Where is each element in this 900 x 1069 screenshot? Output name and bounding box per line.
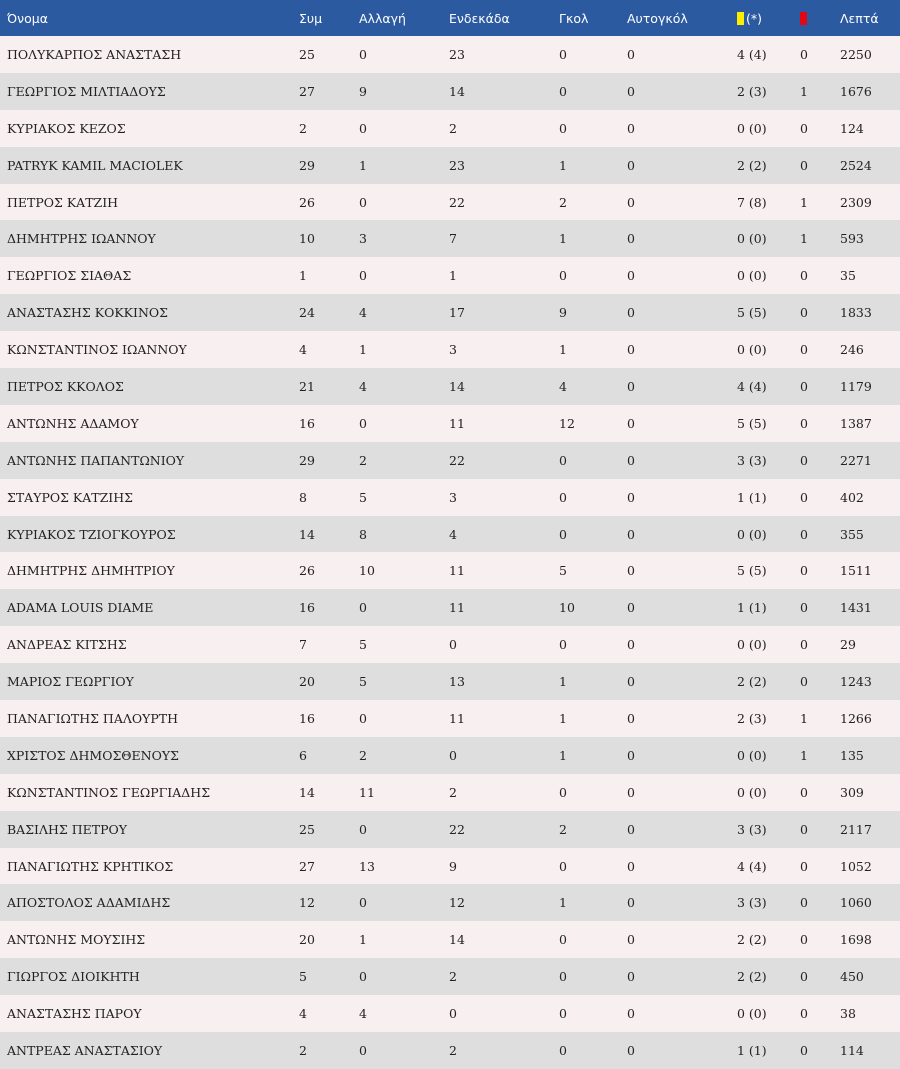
starting-cell: 22 [449, 821, 465, 837]
yellow-cards-cell: 0 (0) [737, 747, 767, 763]
starting-cell: 0 [449, 1006, 457, 1022]
own-goals-cell: 0 [627, 600, 635, 616]
appearances-cell: 20 [299, 674, 315, 690]
starting-cell: 11 [449, 415, 465, 431]
yellow-cards-cell: 3 (3) [737, 452, 767, 468]
starting-cell: 12 [449, 895, 465, 911]
yellow-cards-cell: 0 (0) [737, 120, 767, 136]
table-row [0, 589, 900, 626]
own-goals-cell: 0 [627, 157, 635, 173]
own-goals-cell: 0 [627, 784, 635, 800]
appearances-cell: 2 [299, 120, 307, 136]
starting-cell: 2 [449, 969, 457, 985]
substitutions-cell: 0 [359, 120, 367, 136]
yellow-cards-cell: 1 (1) [737, 600, 767, 616]
starting-cell: 23 [449, 46, 465, 62]
player-name: ΠΕΤΡΟΣ ΚΚΟΛΟΣ [7, 378, 124, 394]
yellow-cards-cell: 0 (0) [737, 1006, 767, 1022]
substitutions-cell: 0 [359, 821, 367, 837]
player-name: ΚΩΝΣΤΑΝΤΙΝΟΣ ΓΕΩΡΓΙΑΔΗΣ [7, 784, 211, 800]
yellow-cards-cell: 0 (0) [737, 231, 767, 247]
own-goals-cell: 0 [627, 932, 635, 948]
yellow-cards-cell: 1 (1) [737, 489, 767, 505]
table-row [0, 368, 900, 405]
player-name: ΜΑΡΙΟΣ ΓΕΩΡΓΙΟΥ [7, 674, 134, 690]
starting-cell: 14 [449, 378, 465, 394]
red-cards-cell: 0 [800, 378, 808, 394]
yellow-cards-cell: 3 (3) [737, 821, 767, 837]
red-cards-cell: 0 [800, 821, 808, 837]
table-header [0, 0, 900, 36]
minutes-cell: 1179 [840, 378, 872, 394]
goals-cell: 1 [559, 231, 567, 247]
substitutions-cell: 4 [359, 1006, 367, 1022]
player-name: ΚΥΡΙΑΚΟΣ ΚΕΖΟΣ [7, 120, 126, 136]
appearances-cell: 12 [299, 895, 315, 911]
red-cards-cell: 0 [800, 157, 808, 173]
header-row [0, 0, 900, 36]
red-cards-cell: 0 [800, 637, 808, 653]
red-cards-cell: 1 [800, 231, 808, 247]
goals-cell: 0 [559, 83, 567, 99]
appearances-cell: 16 [299, 710, 315, 726]
own-goals-cell: 0 [627, 526, 635, 542]
own-goals-cell: 0 [627, 452, 635, 468]
substitutions-cell: 0 [359, 600, 367, 616]
table-row [0, 626, 900, 663]
goals-cell: 1 [559, 157, 567, 173]
own-goals-cell: 0 [627, 305, 635, 321]
substitutions-cell: 2 [359, 452, 367, 468]
starting-cell: 1 [449, 268, 457, 284]
appearances-cell: 29 [299, 157, 315, 173]
goals-cell: 2 [559, 821, 567, 837]
player-name: PATRYK KAMIL MACIOLEK [7, 157, 183, 173]
own-goals-cell: 0 [627, 858, 635, 874]
appearances-cell: 25 [299, 46, 315, 62]
red-cards-cell: 0 [800, 305, 808, 321]
starting-cell: 11 [449, 600, 465, 616]
red-cards-cell: 0 [800, 46, 808, 62]
appearances-cell: 14 [299, 526, 315, 542]
red-cards-cell: 0 [800, 415, 808, 431]
goals-cell: 0 [559, 452, 567, 468]
goals-cell: 4 [559, 378, 567, 394]
minutes-cell: 355 [840, 526, 864, 542]
red-cards-cell: 1 [800, 83, 808, 99]
starting-cell: 2 [449, 1042, 457, 1058]
substitutions-cell: 1 [359, 932, 367, 948]
own-goals-cell: 0 [627, 231, 635, 247]
substitutions-cell: 3 [359, 231, 367, 247]
minutes-cell: 1243 [840, 674, 872, 690]
own-goals-cell: 0 [627, 268, 635, 284]
goals-cell: 0 [559, 526, 567, 542]
starting-cell: 11 [449, 563, 465, 579]
starting-cell: 4 [449, 526, 457, 542]
table-row [0, 294, 900, 331]
table-body [0, 36, 900, 1069]
starting-cell: 22 [449, 194, 465, 210]
appearances-cell: 25 [299, 821, 315, 837]
goals-cell: 0 [559, 120, 567, 136]
table-row [0, 257, 900, 294]
appearances-cell: 5 [299, 969, 307, 985]
header-red-cards[interactable] [800, 0, 840, 36]
player-name: ΑΝΑΣΤΑΣΗΣ ΚΟΚΚΙΝΟΣ [7, 305, 168, 321]
table-row [0, 848, 900, 885]
minutes-cell: 2250 [840, 46, 872, 62]
yellow-cards-cell: 5 (5) [737, 563, 767, 579]
player-name: ΑΝΔΡΕΑΣ ΚΙΤΣΗΣ [7, 637, 127, 653]
header-name[interactable]: Όνομα [7, 10, 48, 26]
goals-cell: 0 [559, 969, 567, 985]
starting-cell: 0 [449, 637, 457, 653]
minutes-cell: 1052 [840, 858, 872, 874]
own-goals-cell: 0 [627, 342, 635, 358]
table-row [0, 331, 900, 368]
player-name: ΠΟΛΥΚΑΡΠΟΣ ΑΝΑΣΤΑΣΗ [7, 46, 182, 62]
goals-cell: 1 [559, 710, 567, 726]
player-name: ΒΑΣΙΛΗΣ ΠΕΤΡΟΥ [7, 821, 128, 837]
substitutions-cell: 0 [359, 1042, 367, 1058]
yellow-cards-cell: 0 (0) [737, 268, 767, 284]
minutes-cell: 1387 [840, 415, 872, 431]
table-row [0, 147, 900, 184]
appearances-cell: 4 [299, 342, 307, 358]
own-goals-cell: 0 [627, 674, 635, 690]
table-row [0, 663, 900, 700]
own-goals-cell: 0 [627, 747, 635, 763]
table-row [0, 442, 900, 479]
red-cards-cell: 1 [800, 194, 808, 210]
own-goals-cell: 0 [627, 194, 635, 210]
minutes-cell: 2271 [840, 452, 872, 468]
substitutions-cell: 0 [359, 969, 367, 985]
substitutions-cell: 0 [359, 46, 367, 62]
red-cards-cell: 0 [800, 784, 808, 800]
yellow-cards-cell: 3 (3) [737, 895, 767, 911]
red-cards-cell: 0 [800, 489, 808, 505]
minutes-cell: 1266 [840, 710, 872, 726]
red-cards-cell: 0 [800, 563, 808, 579]
minutes-cell: 1698 [840, 932, 872, 948]
player-name: ADAMA LOUIS DIAME [7, 600, 154, 616]
substitutions-cell: 1 [359, 157, 367, 173]
yellow-cards-cell: 2 (2) [737, 674, 767, 690]
table-row [0, 700, 900, 737]
goals-cell: 9 [559, 305, 567, 321]
yellow-card-icon [737, 12, 744, 25]
red-cards-cell: 0 [800, 1006, 808, 1022]
appearances-cell: 4 [299, 1006, 307, 1022]
table-row [0, 774, 900, 811]
own-goals-cell: 0 [627, 821, 635, 837]
starting-cell: 14 [449, 932, 465, 948]
minutes-cell: 35 [840, 268, 856, 284]
yellow-cards-cell: 0 (0) [737, 637, 767, 653]
header-own-goals[interactable]: Αυτογκόλ [627, 10, 688, 26]
own-goals-cell: 0 [627, 489, 635, 505]
yellow-cards-label: (*) [746, 10, 763, 26]
player-name: ΔΗΜΗΤΡΗΣ ΔΗΜΗΤΡΙΟΥ [7, 563, 175, 579]
own-goals-cell: 0 [627, 415, 635, 431]
appearances-cell: 16 [299, 600, 315, 616]
appearances-cell: 10 [299, 231, 315, 247]
starting-cell: 22 [449, 452, 465, 468]
red-cards-cell: 0 [800, 674, 808, 690]
appearances-cell: 2 [299, 1042, 307, 1058]
minutes-cell: 38 [840, 1006, 856, 1022]
goals-cell: 0 [559, 932, 567, 948]
goals-cell: 0 [559, 1006, 567, 1022]
table-row [0, 1032, 900, 1069]
player-name: ΚΩΝΣΤΑΝΤΙΝΟΣ ΙΩΑΝΝΟΥ [7, 342, 187, 358]
own-goals-cell: 0 [627, 1042, 635, 1058]
starting-cell: 0 [449, 747, 457, 763]
substitutions-cell: 11 [359, 784, 375, 800]
red-cards-cell: 0 [800, 268, 808, 284]
player-name: ΓΙΩΡΓΟΣ ΔΙΟΙΚΗΤΗ [7, 969, 140, 985]
substitutions-cell: 0 [359, 268, 367, 284]
yellow-cards-cell: 2 (3) [737, 710, 767, 726]
player-name: ΚΥΡΙΑΚΟΣ ΤΖΙΟΓΚΟΥΡΟΣ [7, 526, 176, 542]
table-row [0, 995, 900, 1032]
own-goals-cell: 0 [627, 1006, 635, 1022]
player-name: ΑΝΤΩΝΗΣ ΠΑΠΑΝΤΩΝΙΟΥ [7, 452, 185, 468]
table-row [0, 884, 900, 921]
header-minutes[interactable]: Λεπτά [840, 10, 879, 26]
minutes-cell: 593 [840, 231, 864, 247]
appearances-cell: 16 [299, 415, 315, 431]
starting-cell: 9 [449, 858, 457, 874]
own-goals-cell: 0 [627, 563, 635, 579]
player-name: ΑΝΤΡΕΑΣ ΑΝΑΣΤΑΣΙΟΥ [7, 1042, 163, 1058]
yellow-cards-cell: 1 (1) [737, 1042, 767, 1058]
substitutions-cell: 2 [359, 747, 367, 763]
substitutions-cell: 0 [359, 194, 367, 210]
header-yellow-cards[interactable] [737, 0, 800, 36]
substitutions-cell: 0 [359, 895, 367, 911]
minutes-cell: 1676 [840, 83, 872, 99]
red-cards-cell: 0 [800, 932, 808, 948]
goals-cell: 0 [559, 1042, 567, 1058]
minutes-cell: 402 [840, 489, 864, 505]
header-substitutions[interactable]: Αλλαγή [359, 10, 406, 26]
table-row [0, 479, 900, 516]
starting-cell: 7 [449, 231, 457, 247]
table-row [0, 811, 900, 848]
own-goals-cell: 0 [627, 710, 635, 726]
minutes-cell: 246 [840, 342, 864, 358]
red-cards-cell: 0 [800, 600, 808, 616]
minutes-cell: 1511 [840, 563, 872, 579]
player-name: ΓΕΩΡΓΙΟΣ ΜΙΛΤΙΑΔΟΥΣ [7, 83, 166, 99]
substitutions-cell: 4 [359, 305, 367, 321]
minutes-cell: 29 [840, 637, 856, 653]
table-row [0, 921, 900, 958]
yellow-cards-cell: 7 (8) [737, 194, 767, 210]
substitutions-cell: 4 [359, 378, 367, 394]
yellow-cards-cell: 5 (5) [737, 305, 767, 321]
appearances-cell: 14 [299, 784, 315, 800]
goals-cell: 5 [559, 563, 567, 579]
header-starting[interactable]: Ενδεκάδα [449, 10, 510, 26]
starting-cell: 2 [449, 120, 457, 136]
substitutions-cell: 5 [359, 674, 367, 690]
yellow-cards-cell: 0 (0) [737, 342, 767, 358]
goals-cell: 1 [559, 895, 567, 911]
appearances-cell: 26 [299, 563, 315, 579]
minutes-cell: 1431 [840, 600, 872, 616]
substitutions-cell: 9 [359, 83, 367, 99]
substitutions-cell: 5 [359, 637, 367, 653]
yellow-cards-cell: 2 (2) [737, 932, 767, 948]
player-name: ΑΠΟΣΤΟΛΟΣ ΑΔΑΜΙΔΗΣ [7, 895, 171, 911]
starting-cell: 17 [449, 305, 465, 321]
player-name: ΔΗΜΗΤΡΗΣ ΙΩΑΝΝΟΥ [7, 231, 156, 247]
appearances-cell: 7 [299, 637, 307, 653]
starting-cell: 2 [449, 784, 457, 800]
player-name: ΓΕΩΡΓΙΟΣ ΣΙΑΘΑΣ [7, 268, 132, 284]
red-card-icon [800, 12, 807, 25]
appearances-cell: 1 [299, 268, 307, 284]
red-cards-cell: 0 [800, 895, 808, 911]
minutes-cell: 2117 [840, 821, 872, 837]
goals-cell: 1 [559, 747, 567, 763]
own-goals-cell: 0 [627, 969, 635, 985]
goals-cell: 0 [559, 637, 567, 653]
substitutions-cell: 0 [359, 415, 367, 431]
substitutions-cell: 13 [359, 858, 375, 874]
appearances-cell: 27 [299, 858, 315, 874]
starting-cell: 23 [449, 157, 465, 173]
header-goals[interactable]: Γκολ [559, 10, 589, 26]
table-row [0, 220, 900, 257]
yellow-cards-cell: 0 (0) [737, 784, 767, 800]
player-name: ΣΤΑΥΡΟΣ ΚΑΤΖΙΗΣ [7, 489, 133, 505]
minutes-cell: 450 [840, 969, 864, 985]
yellow-cards-cell: 2 (2) [737, 157, 767, 173]
goals-cell: 0 [559, 784, 567, 800]
appearances-cell: 21 [299, 378, 315, 394]
red-cards-cell: 0 [800, 120, 808, 136]
minutes-cell: 2309 [840, 194, 872, 210]
own-goals-cell: 0 [627, 637, 635, 653]
own-goals-cell: 0 [627, 46, 635, 62]
goals-cell: 0 [559, 46, 567, 62]
substitutions-cell: 5 [359, 489, 367, 505]
goals-cell: 12 [559, 415, 575, 431]
player-name: ΑΝΑΣΤΑΣΗΣ ΠΑΡΟΥ [7, 1006, 142, 1022]
red-cards-cell: 0 [800, 526, 808, 542]
yellow-cards-cell: 4 (4) [737, 378, 767, 394]
appearances-cell: 20 [299, 932, 315, 948]
starting-cell: 3 [449, 342, 457, 358]
substitutions-cell: 0 [359, 710, 367, 726]
yellow-cards-cell: 0 (0) [737, 526, 767, 542]
yellow-cards-cell: 4 (4) [737, 858, 767, 874]
goals-cell: 1 [559, 674, 567, 690]
table-row [0, 552, 900, 589]
appearances-cell: 26 [299, 194, 315, 210]
starting-cell: 11 [449, 710, 465, 726]
appearances-cell: 6 [299, 747, 307, 763]
player-name: ΑΝΤΩΝΗΣ ΑΔΑΜΟΥ [7, 415, 139, 431]
appearances-cell: 8 [299, 489, 307, 505]
goals-cell: 2 [559, 194, 567, 210]
minutes-cell: 1833 [840, 305, 872, 321]
red-cards-cell: 1 [800, 710, 808, 726]
appearances-cell: 29 [299, 452, 315, 468]
player-name: ΠΑΝΑΓΙΩΤΗΣ ΠΑΛΟΥΡΤΗ [7, 710, 179, 726]
own-goals-cell: 0 [627, 378, 635, 394]
player-name: ΠΕΤΡΟΣ ΚΑΤΖΙΗ [7, 194, 119, 210]
substitutions-cell: 10 [359, 563, 375, 579]
table-row [0, 737, 900, 774]
red-cards-cell: 0 [800, 342, 808, 358]
table-row [0, 110, 900, 147]
red-cards-cell: 1 [800, 747, 808, 763]
red-cards-cell: 0 [800, 858, 808, 874]
own-goals-cell: 0 [627, 83, 635, 99]
table-row [0, 73, 900, 110]
yellow-cards-cell: 2 (3) [737, 83, 767, 99]
yellow-cards-cell: 5 (5) [737, 415, 767, 431]
goals-cell: 0 [559, 858, 567, 874]
appearances-cell: 24 [299, 305, 315, 321]
player-name: ΑΝΤΩΝΗΣ ΜΟΥΣΙΗΣ [7, 932, 146, 948]
starting-cell: 13 [449, 674, 465, 690]
table-row [0, 405, 900, 442]
appearances-cell: 27 [299, 83, 315, 99]
minutes-cell: 309 [840, 784, 864, 800]
table-row [0, 958, 900, 995]
yellow-cards-cell: 2 (2) [737, 969, 767, 985]
red-cards-cell: 0 [800, 969, 808, 985]
yellow-cards-cell: 4 (4) [737, 46, 767, 62]
goals-cell: 1 [559, 342, 567, 358]
header-appearances[interactable]: Συμ [299, 10, 323, 26]
goals-cell: 0 [559, 489, 567, 505]
minutes-cell: 2524 [840, 157, 872, 173]
table-row [0, 36, 900, 73]
table-row [0, 184, 900, 221]
table-row [0, 516, 900, 553]
minutes-cell: 1060 [840, 895, 872, 911]
substitutions-cell: 1 [359, 342, 367, 358]
goals-cell: 10 [559, 600, 575, 616]
own-goals-cell: 0 [627, 895, 635, 911]
starting-cell: 3 [449, 489, 457, 505]
substitutions-cell: 8 [359, 526, 367, 542]
player-name: ΧΡΙΣΤΟΣ ΔΗΜΟΣΘΕΝΟΥΣ [7, 747, 179, 763]
red-cards-cell: 0 [800, 452, 808, 468]
minutes-cell: 114 [840, 1042, 864, 1058]
player-name: ΠΑΝΑΓΙΩΤΗΣ ΚΡΗΤΙΚΟΣ [7, 858, 174, 874]
goals-cell: 0 [559, 268, 567, 284]
starting-cell: 14 [449, 83, 465, 99]
own-goals-cell: 0 [627, 120, 635, 136]
minutes-cell: 124 [840, 120, 864, 136]
minutes-cell: 135 [840, 747, 864, 763]
red-cards-cell: 0 [800, 1042, 808, 1058]
